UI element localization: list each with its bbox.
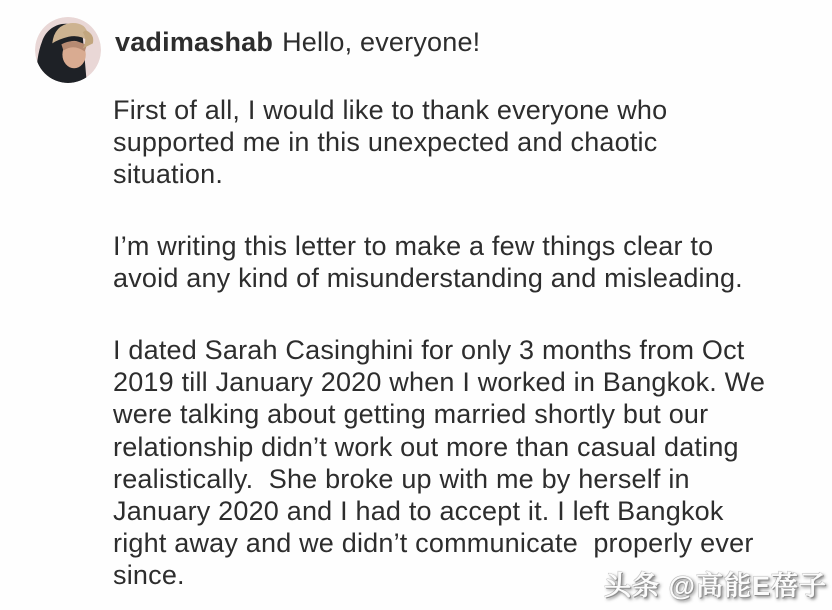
text-line: 2019 till January 2020 when I worked in Bangkok. We: [113, 367, 766, 398]
post-header: [115, 26, 480, 59]
toutiao-watermark: 头条 @高能E蓓子: [604, 571, 827, 601]
text-line: First of all, I would like to thank everyone who: [113, 95, 668, 125]
text-line: January 2020 and I had to accept it. I left Bangkok: [113, 496, 724, 527]
text-line: situation.: [113, 159, 224, 190]
text-line: were talking about getting married shortly but our: [113, 399, 709, 430]
text-line: supported me in this unexpected and chaotic: [113, 127, 658, 158]
username[interactable]: vadimashab: [115, 27, 274, 57]
avatar-image: [35, 17, 101, 83]
text-line: relationship didn’t work out more than casual dating: [113, 431, 739, 462]
text-line: I dated Sarah Casinghini for only 3 months from Oct: [113, 335, 745, 365]
text-line: right away and we didn’t communicate properly ever: [113, 528, 754, 559]
paragraph-3: [113, 334, 765, 592]
text-line: I’m writing this letter to make a few things clear to: [113, 231, 714, 261]
paragraph-2: [113, 230, 743, 294]
greeting-text: Hello, everyone!: [282, 27, 481, 57]
text-line: avoid any kind of misunderstanding and misleading.: [113, 263, 743, 294]
paragraph-1: [113, 94, 667, 191]
text-line: since.: [113, 560, 185, 591]
text-line: realistically. She broke up with me by herself in: [113, 463, 690, 494]
avatar[interactable]: [35, 17, 101, 83]
